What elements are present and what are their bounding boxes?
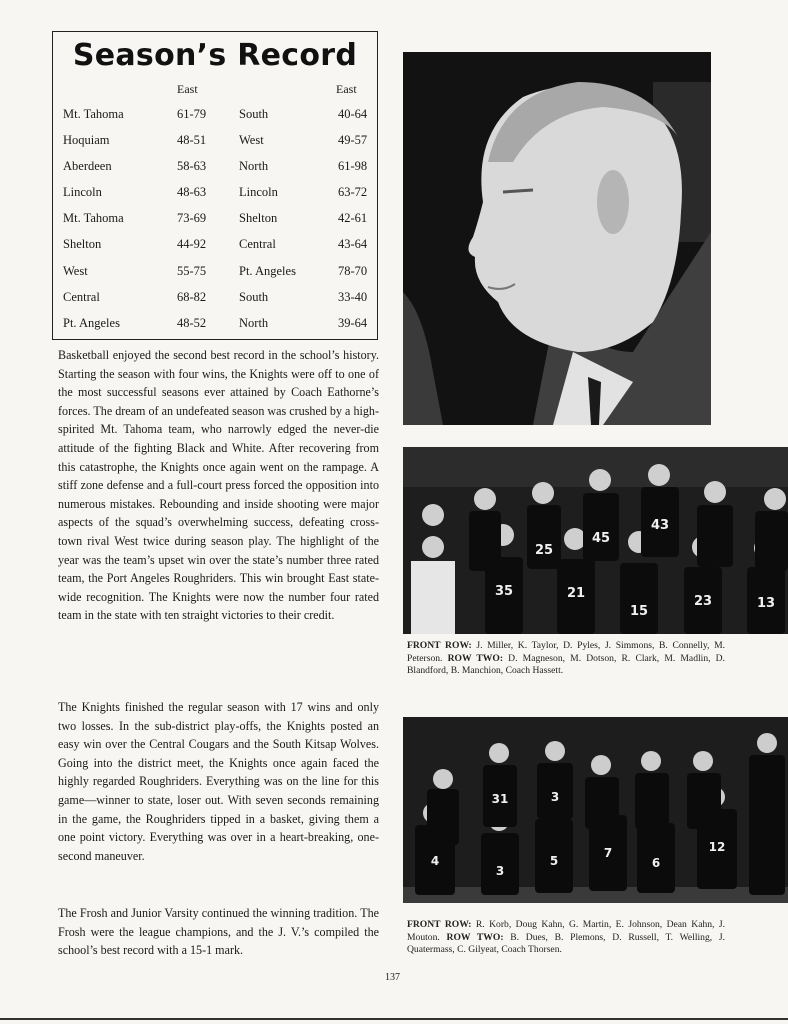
jersey-number: 15 <box>629 604 649 619</box>
score: 43-64 <box>338 237 368 252</box>
score: 33-40 <box>338 289 368 304</box>
caption-names: J. Miller, K. Taylor, D. Pyles, J. Simmons, B. Connelly, M. Peterson. <box>407 640 725 664</box>
opponent: South <box>239 107 269 121</box>
score: 49-57 <box>338 133 368 148</box>
opponent: Hoquiam <box>63 133 110 148</box>
caption-names: D. Magneson, M. Dotson, R. Clark, M. Madlin, D. Blandford, B. Manchion, Coach Hassett. <box>407 652 725 677</box>
record-row <box>53 209 377 235</box>
score: 63-72 <box>338 185 368 200</box>
record-row <box>53 105 377 131</box>
record-row <box>53 157 377 183</box>
jersey-number: 3 <box>495 864 505 878</box>
record-row <box>53 262 377 288</box>
record-title: Season’s Record <box>72 38 358 73</box>
score: 48-63 <box>177 185 207 200</box>
seasons-record-box <box>52 31 378 340</box>
score: 61-98 <box>338 159 368 174</box>
jersey-number: 4 <box>430 854 440 868</box>
record-column-header: East <box>177 82 198 96</box>
opponent: Pt. Angeles <box>63 315 120 330</box>
jersey-number: 43 <box>650 518 670 533</box>
opponent: Lincoln <box>63 185 102 200</box>
jersey-number: 6 <box>651 856 661 870</box>
jersey-number: 13 <box>756 596 776 611</box>
record-row <box>53 314 377 340</box>
caption-names: R. Korb, Doug Kahn, G. Martin, E. Johnson, Dean Kahn, J. Mouton. <box>407 919 726 943</box>
coach-portrait-illustration <box>403 52 711 425</box>
record-table <box>53 105 377 340</box>
opponent: North <box>239 315 269 330</box>
record-row <box>53 183 377 209</box>
article-paragraph: The Knights finished the regular season with 17 wins and only two losses. In the sub-district play-offs, the Knights posted an easy win over the Central Cougars and the South Kitsap Wolves. Going into the district meet, the Knights once again faced the highly regarded Roughriders. Everything was on the line for this game—winner to state, loser out. With seven seconds remaining in the game, the Roughriders tipped in a basket, giving them a one point victory. Everything was over in a heart-breaking, one-second maneuver. <box>58 700 379 863</box>
opponent: Shelton <box>239 211 278 226</box>
opponent: Central <box>63 289 100 304</box>
coach-portrait-photo <box>403 52 711 425</box>
opponent: Shelton <box>63 237 102 252</box>
varsity-team-illustration <box>403 447 788 634</box>
jersey-number: 12 <box>708 840 726 854</box>
score: 42-61 <box>338 211 368 226</box>
jersey-number: 3 <box>550 790 560 804</box>
opponent: Mt. Tahoma <box>63 211 124 226</box>
jersey-number: 21 <box>566 586 586 601</box>
opponent: South <box>239 289 269 304</box>
article-paragraph: Basketball enjoyed the second best record in the school’s history. Starting the season with four wins, the Knights were off to one of the most successful seasons ever attained by Coach Eathorne’s forces. The dream of an undefeated season was crushed by a high-spirited Mt. Tahoma team, who narrowly edged the never-die attitude of the fighting Black and White. After recovering from this catastrophe, the Knights once again went on the rampage. A stiff zone defense and a full-court press forced the opposition into numerous mistakes. Rebounding and inside shooting were major aspects of the squad’s overwhelming success, defeating cross-town rival West twice during season play. The highlight of the year was the team’s upset win over the state’s number three rated team, the Port Angeles Roughriders. This win brought East state-wide recognition. The Knights were now the number four rated team in the state with ten straight victories to their credit. <box>58 348 379 623</box>
record-column-header: East <box>336 82 357 96</box>
jersey-number: 35 <box>494 584 514 599</box>
score: 39-64 <box>338 315 368 330</box>
varsity-team-photo <box>403 447 788 634</box>
caption-row-label: ROW TWO: <box>447 652 504 664</box>
opponent: Mt. Tahoma <box>63 107 124 121</box>
caption-row-label: FRONT ROW: <box>407 640 472 651</box>
caption-row-label: ROW TWO: <box>446 931 504 943</box>
score: 61-79 <box>177 107 207 121</box>
record-row <box>53 131 377 157</box>
jersey-number: 23 <box>693 594 713 609</box>
score: 58-63 <box>177 159 207 174</box>
page-bottom-rule <box>0 1018 788 1020</box>
opponent: Central <box>239 237 276 252</box>
score: 68-82 <box>177 289 207 304</box>
opponent: West <box>63 263 88 278</box>
caption-row-label: FRONT ROW: <box>407 919 472 930</box>
page-number: 137 <box>385 972 400 983</box>
frosh-team-photo <box>403 717 788 903</box>
opponent: North <box>239 159 269 174</box>
varsity-photo-caption <box>407 640 725 678</box>
caption-names: B. Dues, B. Plemons, D. Russell, T. Welling, J. Quatermass, C. Gilyeat, Coach Thorsen. <box>407 931 726 956</box>
record-row <box>53 288 377 314</box>
score: 44-92 <box>177 237 207 252</box>
score: 73-69 <box>177 211 207 226</box>
opponent: Pt. Angeles <box>239 263 296 278</box>
score: 40-64 <box>338 107 368 121</box>
jersey-number: 7 <box>603 846 613 860</box>
jersey-number: 5 <box>549 854 559 868</box>
score: 48-52 <box>177 315 207 330</box>
opponent: Aberdeen <box>63 159 112 174</box>
jersey-number: 25 <box>534 543 554 558</box>
jersey-number: 31 <box>491 792 509 806</box>
frosh-photo-caption <box>407 919 725 957</box>
frosh-team-illustration <box>403 717 788 903</box>
opponent: West <box>239 133 264 148</box>
opponent: Lincoln <box>239 185 278 200</box>
score: 48-51 <box>177 133 207 148</box>
article-paragraph: The Frosh and Junior Varsity continued the winning tradition. The Frosh were the league champions, and the J. V.’s compiled the school’s best record with a 15-1 mark. <box>58 906 379 958</box>
score: 55-75 <box>177 263 207 278</box>
record-row <box>53 235 377 261</box>
jersey-number: 45 <box>591 531 611 546</box>
score: 78-70 <box>338 263 368 278</box>
